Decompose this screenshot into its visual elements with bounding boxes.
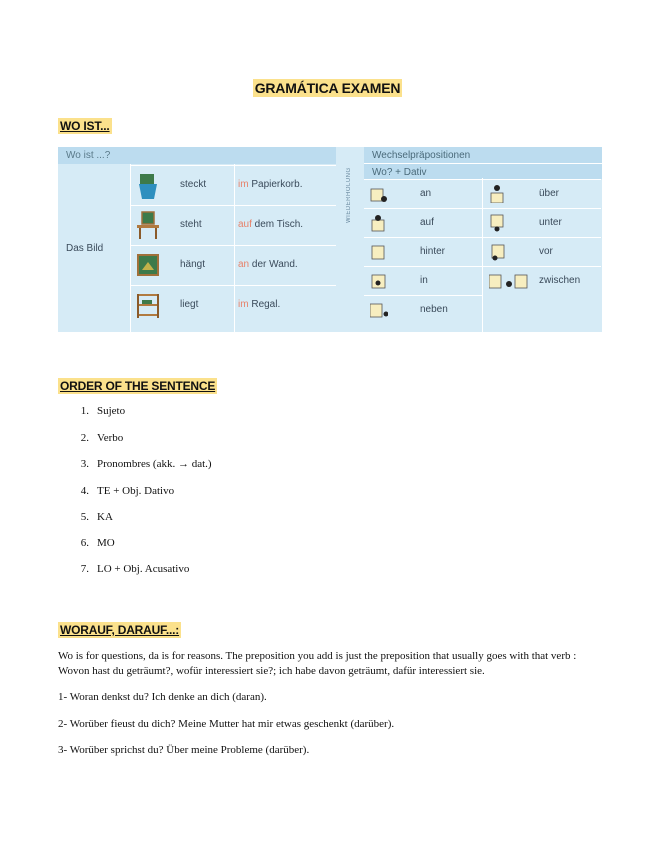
wastebasket-picture-icon (136, 170, 160, 200)
preposition-cell: hinter (364, 237, 482, 266)
wall-picture-icon (136, 250, 160, 280)
cube-dot-behind-icon (370, 243, 388, 261)
subject-label: Das Bild (66, 243, 104, 254)
table-row: steht auf dem Tisch. (130, 205, 336, 246)
cubes-dot-between-icon (489, 272, 533, 290)
title-text: GRAMÁTICA EXAMEN (254, 80, 401, 96)
example-line: 2- Worüber fieust du dich? Meine Mutter hat mir etwas geschenkt (darüber). (58, 718, 395, 730)
table-picture-icon (136, 210, 160, 240)
shelf-picture-icon (136, 290, 160, 320)
intro-paragraph: Wo is for questions, da is for reasons. The preposition you add is just the preposition that usually goes with that verb : Wovon hast du geträumt?, wofür interessiert sie?; ich habe davon geträumt, dafür interessiert sie. (58, 650, 577, 677)
wo-ist-header: Wo ist ...? (58, 147, 336, 164)
wo-ist-table (58, 147, 336, 332)
preposition-cell: zwischen (483, 266, 601, 295)
preposition-cell: vor (483, 237, 601, 266)
cube-dot-in-icon (370, 272, 388, 290)
example-line: 1- Woran denkst du? Ich denke an dich (daran). (58, 691, 267, 703)
preposition-cell: in (364, 266, 482, 295)
example-line: 3- Worüber sprichst du? Über meine Probleme (darüber). (58, 744, 310, 756)
side-label: WIEDERHOLUNG (346, 167, 352, 223)
cube-dot-front-icon (489, 243, 507, 261)
wechselpraepositionen-table: Wechselpräpositionen Wo? + Dativ an auf hinter in neben über unter vor zwischen (364, 147, 602, 332)
section-heading-order: ORDER OF THE SENTENCE (60, 379, 216, 393)
table-row: hängt an der Wand. (130, 245, 336, 286)
cube-dot-under-icon (489, 214, 507, 232)
table-row: liegt im Regal. (130, 285, 336, 326)
cube-dot-beside-icon (370, 185, 388, 203)
document-title (0, 80, 655, 98)
cube-dot-next-icon (370, 301, 388, 319)
preposition-cell: neben (364, 295, 482, 324)
section-heading-worauf: WORAUF, DARAUF...: (60, 623, 180, 637)
preposition-cell: auf (364, 208, 482, 237)
grammar-figure (58, 147, 602, 332)
table-row: steckt im Papierkorb. (130, 165, 336, 206)
preposition-cell: über (483, 179, 601, 208)
preposition-cell: an (364, 179, 482, 208)
preposition-cell: unter (483, 208, 601, 237)
cube-dot-above-icon (489, 185, 507, 203)
section-heading-wo-ist: WO IST... (60, 119, 110, 133)
cube-dot-on-icon (370, 214, 388, 232)
